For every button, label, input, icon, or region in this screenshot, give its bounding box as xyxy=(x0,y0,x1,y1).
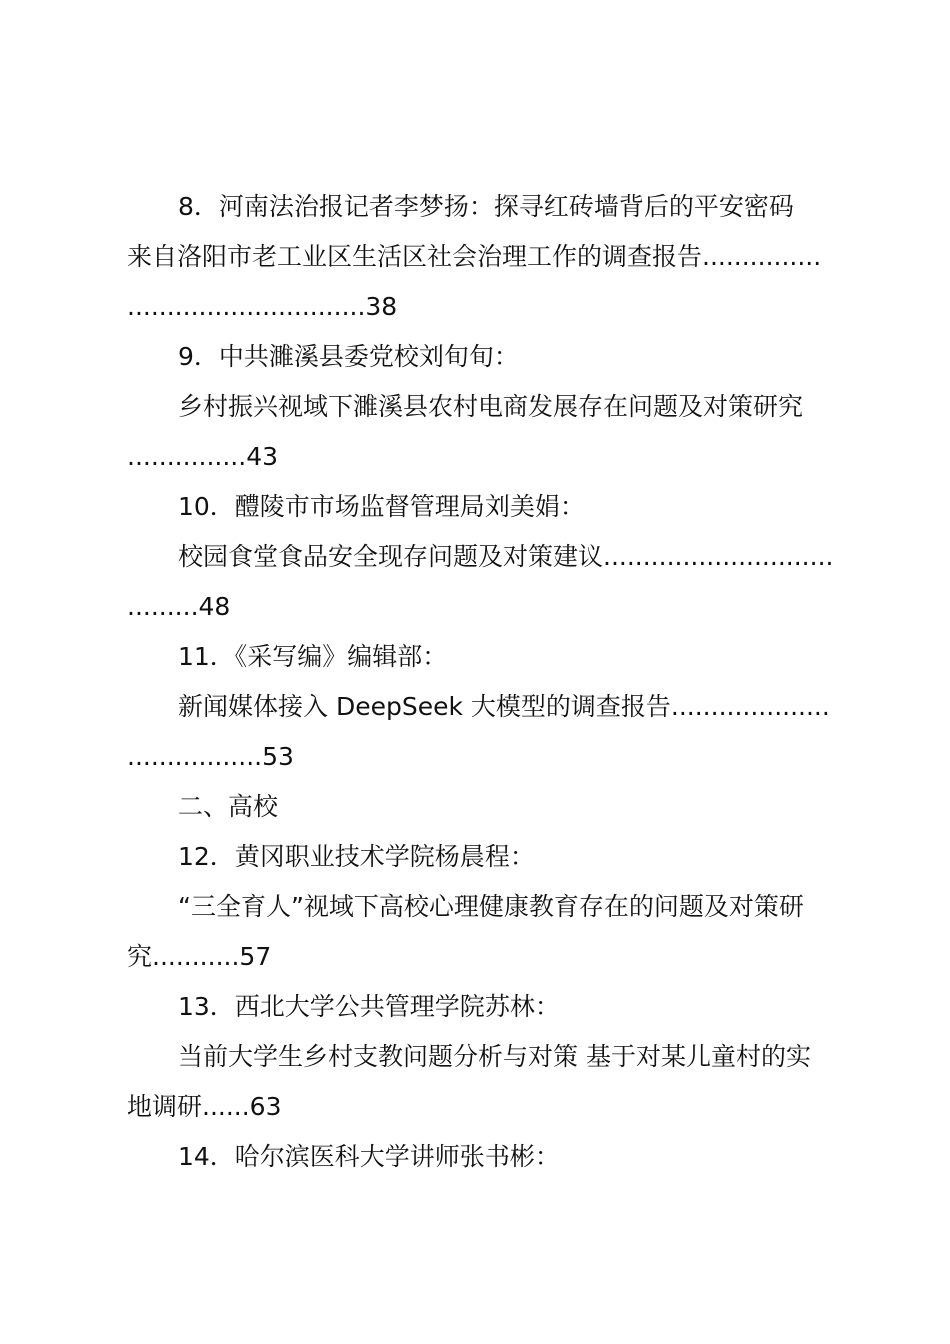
toc-entry-14-heading[interactable]: 14．哈尔滨医科大学讲师张书彬： xyxy=(178,1142,560,1171)
toc-entry-8-heading[interactable]: 8．河南法治报记者李梦扬：探寻红砖墙背后的平安密码 xyxy=(178,192,794,221)
toc-entry-9-heading[interactable]: 9．中共濉溪县委党校刘旬旬： xyxy=(178,342,519,371)
toc-entry-8-page[interactable]: ..............................38 xyxy=(127,292,398,321)
toc-entry-13-heading[interactable]: 13．西北大学公共管理学院苏林： xyxy=(178,992,560,1021)
toc-entry-12-title[interactable]: “三全育人”视域下高校心理健康教育存在的问题及对策研 xyxy=(178,892,804,921)
toc-entry-10-heading[interactable]: 10．醴陵市市场监督管理局刘美娟： xyxy=(178,492,585,521)
toc-entry-12-heading[interactable]: 12．黄冈职业技术学院杨晨程： xyxy=(178,842,535,871)
section-heading-universities: 二、高校 xyxy=(178,792,279,821)
toc-entry-13-title[interactable]: 当前大学生乡村支教问题分析与对策 基于对某儿童村的实 xyxy=(178,1042,811,1071)
toc-entry-9-title[interactable]: 乡村振兴视域下濉溪县农村电商发展存在问题及对策研究 xyxy=(178,392,804,421)
toc-entry-11-title[interactable]: 新闻媒体接入 DeepSeek 大模型的调查报告.................... xyxy=(178,692,830,721)
toc-entry-9-page[interactable]: ...............43 xyxy=(127,442,279,471)
toc-entry-10-title[interactable]: 校园食堂食品安全现存问题及对策建议............................. xyxy=(178,542,834,571)
toc-entry-8-title[interactable]: 来自洛阳市老工业区生活区社会治理工作的调查报告............... xyxy=(127,242,822,271)
toc-entry-11-heading[interactable]: 11．《采写编》编辑部： xyxy=(178,642,448,671)
toc-entry-10-page[interactable]: .........48 xyxy=(127,592,231,621)
toc-entry-12-page[interactable]: 究...........57 xyxy=(127,942,272,971)
toc-entry-13-page[interactable]: 地调研......63 xyxy=(127,1092,282,1121)
toc-entry-11-page[interactable]: .................53 xyxy=(127,742,294,771)
